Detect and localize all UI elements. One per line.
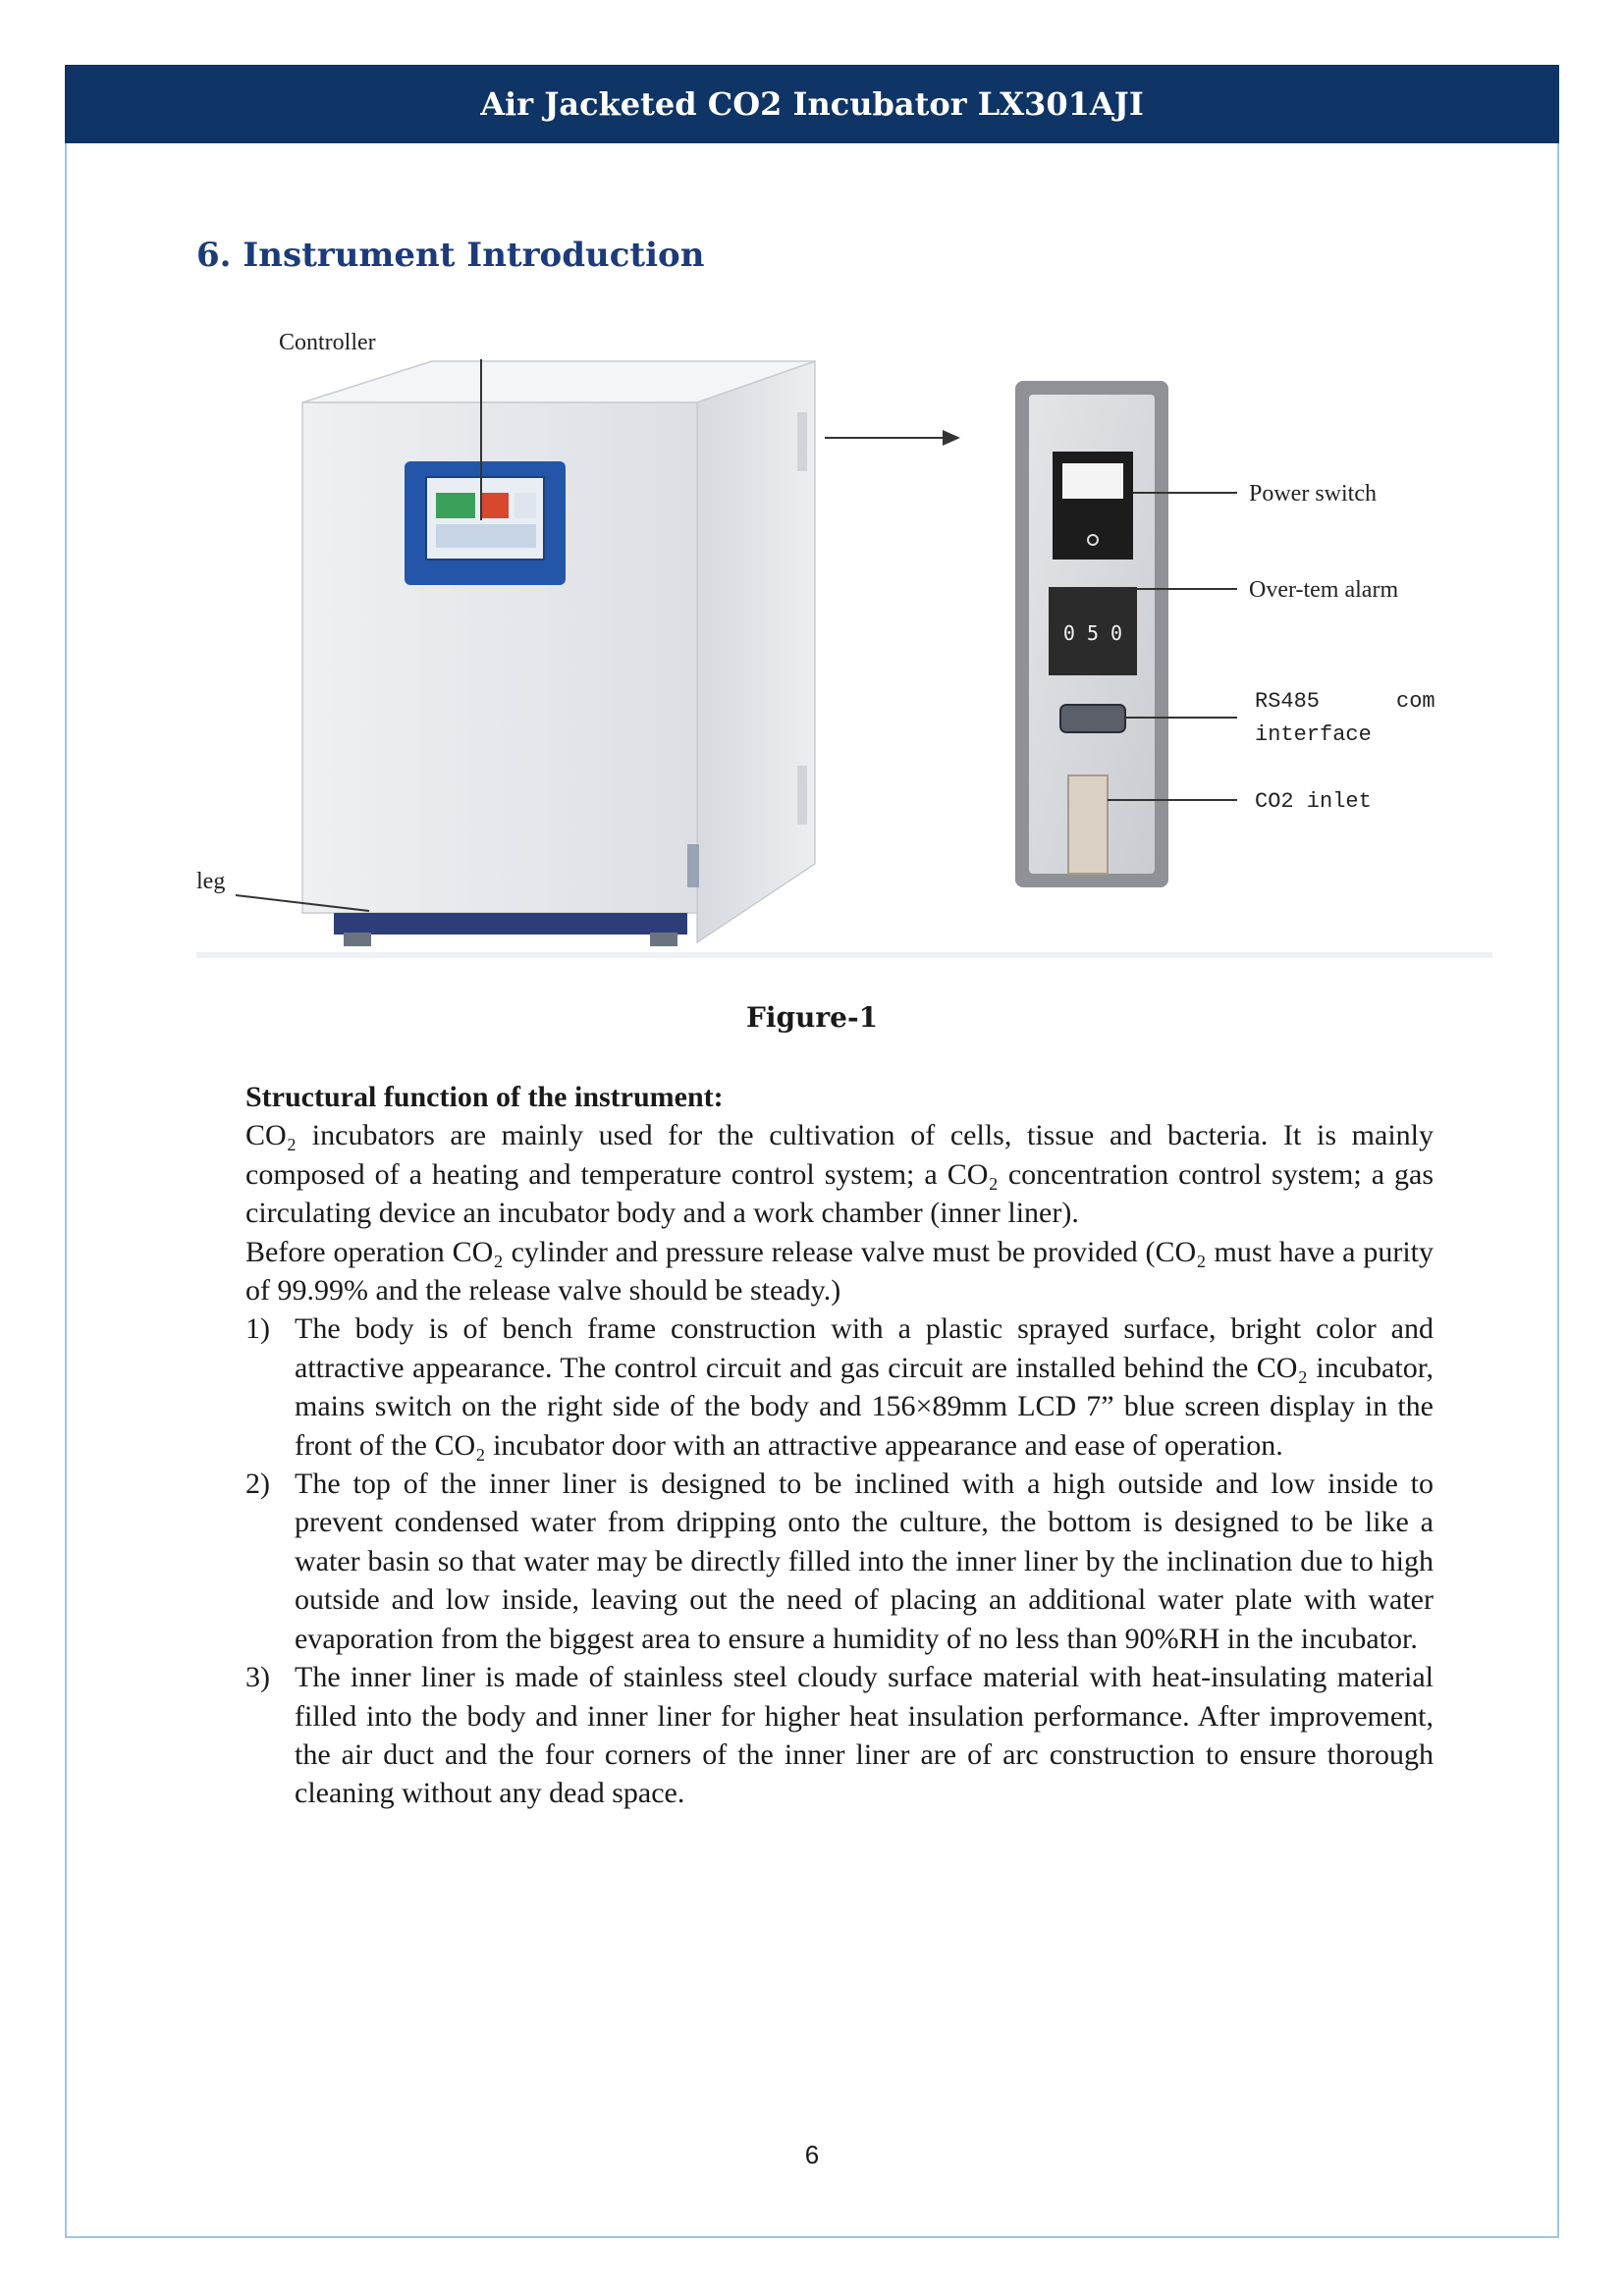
body-text xyxy=(245,1078,1434,1813)
label-rs485: RS485 xyxy=(1255,689,1321,714)
body-paragraph-2: Before operation CO₂ cylinder and pressure release valve must be provided (CO₂ must have a purity of 99.99% and the release valve should be steady.) xyxy=(245,1235,1434,1308)
label-rs485-com: com xyxy=(1396,689,1435,714)
rs485-port xyxy=(1060,705,1125,732)
screen-status-row xyxy=(436,524,536,548)
screen-tile-green xyxy=(436,493,475,518)
figure-caption: Figure-1 xyxy=(745,1001,879,1034)
over-temp-dial-digits: 0 5 0 xyxy=(1062,621,1123,645)
list-item-text: The top of the inner liner is designed to be inclined with a high outside and low inside to prevent condensed water from dripping onto the culture, the bottom is designed to be like a water basin so that water may be directly filled into the inner liner by the inclination due to high outside and low inside, leaving out the need of placing an additional water plate with water evaporation from the biggest area to ensure a humidity of no less than 90%RH in the incubator. xyxy=(295,1468,1434,1655)
side-hinge-bottom xyxy=(797,766,807,825)
screen-tile-blank xyxy=(514,493,536,518)
list-item xyxy=(245,1309,1434,1465)
header-title: Air Jacketed CO2 Incubator LX301AJI xyxy=(480,85,1144,123)
label-co2-inlet: CO2 inlet xyxy=(1255,789,1372,814)
rear-panel xyxy=(1015,381,1168,887)
foot-left xyxy=(344,933,371,946)
side-hinge-top xyxy=(797,412,807,471)
screen-tile-red xyxy=(481,493,509,518)
body-heading: Structural function of the instrument: xyxy=(245,1081,724,1113)
figure-1 xyxy=(196,314,1492,962)
document-header xyxy=(65,65,1559,143)
page-number: 6 xyxy=(804,2140,820,2169)
detail-arrowhead xyxy=(943,430,960,446)
list-item-number: 2) xyxy=(245,1468,270,1501)
power-switch-rocker xyxy=(1062,463,1123,499)
label-over-temp-alarm: Over-tem alarm xyxy=(1249,577,1399,603)
door-latch xyxy=(687,844,699,887)
label-controller: Controller xyxy=(279,330,376,355)
list-item-text: The inner liner is made of stainless steel cloudy surface material with heat-insulating material filled into the body and inner liner for higher heat insulation performance. After improvement, the air duct and the four corners of the inner liner are of arc construction to ensure thorough cleaning without any dead space. xyxy=(295,1661,1434,1810)
list-item-number: 1) xyxy=(245,1312,270,1346)
list-item-number: 3) xyxy=(245,1661,270,1694)
label-power-switch: Power switch xyxy=(1249,481,1377,507)
co2-inlet-tube xyxy=(1068,775,1108,874)
incubator-illustration xyxy=(196,314,1492,962)
label-rs485-interface: interface xyxy=(1255,722,1372,747)
feature-list xyxy=(245,1309,1434,1812)
incubator-base xyxy=(334,913,687,934)
ground-line xyxy=(196,952,1492,958)
label-leg: leg xyxy=(196,869,226,894)
section-title: 6. Instrument Introduction xyxy=(196,236,705,275)
body-paragraph-1: CO₂ incubators are mainly used for the cultivation of cells, tissue and bacteria. It is mainly composed of a heating and temperature control system; a CO₂ concentration control system; a gas circulating device an incubator body and a work chamber (inner liner). xyxy=(245,1119,1434,1230)
list-item xyxy=(245,1658,1434,1813)
list-item xyxy=(245,1465,1434,1658)
foot-right xyxy=(650,933,677,946)
incubator-body xyxy=(302,361,815,946)
list-item-text: The body is of bench frame construction with a plastic sprayed surface, bright color and attractive appearance. The control circuit and gas circuit are installed behind the CO₂ incubator, mains switch on the right side of the body and 156×89mm LCD 7” blue screen display in the front of the CO₂ incubator door with an attractive appearance and ease of operation. xyxy=(295,1312,1434,1462)
